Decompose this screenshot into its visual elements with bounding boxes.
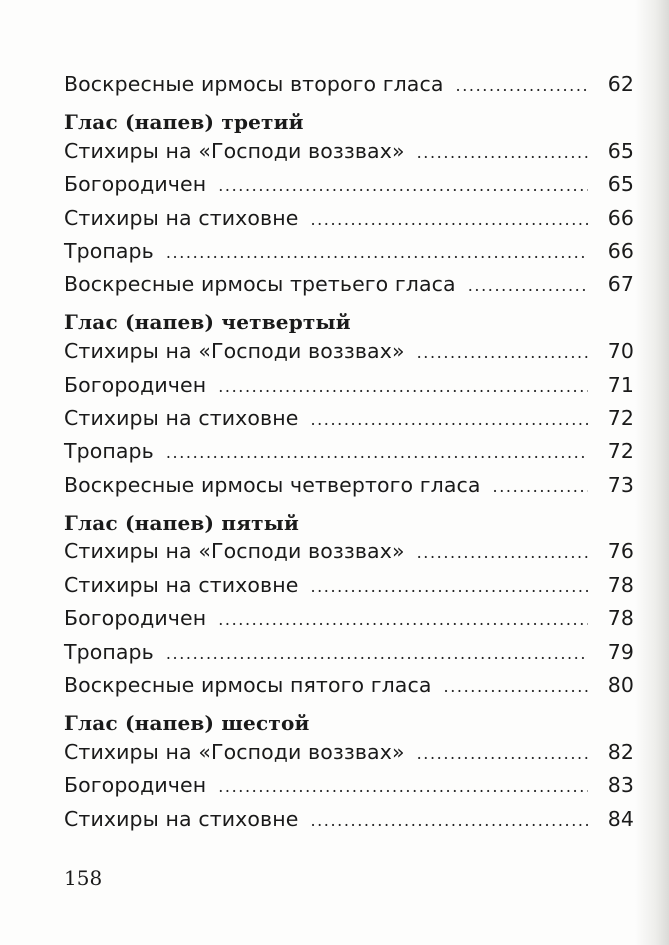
toc-entry	[64, 406, 634, 439]
toc-dot-leader	[310, 577, 588, 596]
toc-entry-page: 80	[607, 673, 634, 698]
toc-entry	[64, 640, 634, 673]
page-number: 158	[64, 866, 103, 890]
toc-dot-leader	[468, 276, 588, 295]
toc-dot-leader	[218, 777, 588, 796]
toc-entry-page: 78	[607, 572, 634, 597]
toc-dot-leader	[417, 543, 588, 562]
toc-entry-title: Тропарь	[64, 639, 154, 664]
toc-entry-page: 78	[607, 606, 634, 631]
toc-entry-page: 79	[607, 639, 634, 664]
toc-entry	[64, 373, 634, 406]
toc-dot-leader	[456, 76, 588, 95]
toc-entry-page: 72	[607, 439, 634, 464]
toc-entry	[64, 72, 634, 105]
toc-entry-page: 66	[607, 238, 634, 263]
toc-entry-page: 84	[607, 806, 634, 831]
toc-dot-leader	[417, 744, 588, 763]
toc-entry-title: Стихиры на «Господи воззвах»	[64, 339, 405, 364]
toc-entry-page: 83	[607, 773, 634, 798]
page-edge-shadow	[635, 0, 669, 945]
toc-dot-leader	[417, 343, 588, 362]
toc-dot-leader	[493, 477, 588, 496]
toc-entry-page: 76	[607, 539, 634, 564]
toc-section-heading: Глас (напев) третий	[64, 110, 304, 135]
toc-entry-title: Богородичен	[64, 773, 207, 798]
toc-dot-leader	[444, 677, 588, 696]
toc-entry-title: Воскресные ирмосы третьего гласа	[64, 272, 456, 297]
toc-entry	[64, 539, 634, 572]
toc-entry-page: 71	[607, 372, 634, 397]
toc-entry	[64, 473, 634, 506]
toc-entry	[64, 139, 634, 172]
toc-entry-title: Тропарь	[64, 238, 154, 263]
toc-dot-leader	[218, 610, 588, 629]
toc-entry-title: Воскресные ирмосы второго гласа	[64, 72, 444, 96]
toc-dot-leader	[166, 644, 588, 663]
toc-dot-leader	[310, 410, 588, 429]
toc-entry-title: Стихиры на «Господи воззвах»	[64, 739, 405, 764]
toc-entry	[64, 673, 634, 706]
toc-entry	[64, 439, 634, 472]
toc-entry-page: 72	[607, 405, 634, 430]
toc-entry-title: Стихиры на стиховне	[64, 205, 299, 230]
toc-entry	[64, 606, 634, 639]
toc-entry-page: 73	[607, 472, 634, 497]
toc-entry-title: Стихиры на стиховне	[64, 806, 299, 831]
toc-entry-title: Воскресные ирмосы пятого гласа	[64, 673, 432, 698]
toc-entry	[64, 773, 634, 806]
table-of-contents	[64, 72, 634, 840]
toc-entry-page: 65	[607, 172, 634, 197]
toc-dot-leader	[218, 176, 588, 195]
toc-entry-page: 67	[607, 272, 634, 297]
toc-entry	[64, 573, 634, 606]
toc-entry-page: 62	[607, 72, 634, 96]
toc-dot-leader	[166, 243, 588, 262]
toc-entry	[64, 740, 634, 773]
toc-entry	[64, 339, 634, 372]
toc-entry-page: 82	[607, 739, 634, 764]
toc-dot-leader	[310, 811, 588, 830]
toc-entry-title: Стихиры на «Господи воззвах»	[64, 539, 405, 564]
toc-entry-page: 70	[607, 339, 634, 364]
toc-dot-leader	[218, 377, 588, 396]
toc-entry-title: Тропарь	[64, 439, 154, 464]
toc-section-heading: Глас (напев) шестой	[64, 711, 310, 736]
toc-entry-title: Богородичен	[64, 372, 207, 397]
toc-entry	[64, 239, 634, 272]
toc-entry-title: Стихиры на стиховне	[64, 405, 299, 430]
toc-entry-title: Стихиры на стиховне	[64, 572, 299, 597]
toc-entry-page: 65	[607, 138, 634, 163]
toc-entry-title: Воскресные ирмосы четвертого гласа	[64, 472, 481, 497]
toc-entry	[64, 272, 634, 305]
toc-section-heading: Глас (напев) четвертый	[64, 310, 351, 335]
toc-dot-leader	[310, 210, 588, 229]
toc-dot-leader	[166, 443, 588, 462]
toc-entry	[64, 206, 634, 239]
toc-section-heading: Глас (напев) пятый	[64, 510, 300, 535]
toc-entry-page: 66	[607, 205, 634, 230]
toc-dot-leader	[417, 143, 588, 162]
toc-entry-title: Богородичен	[64, 606, 207, 631]
toc-entry	[64, 807, 634, 840]
toc-entry-title: Богородичен	[64, 172, 207, 197]
toc-entry	[64, 172, 634, 205]
toc-entry-title: Стихиры на «Господи воззвах»	[64, 138, 405, 163]
